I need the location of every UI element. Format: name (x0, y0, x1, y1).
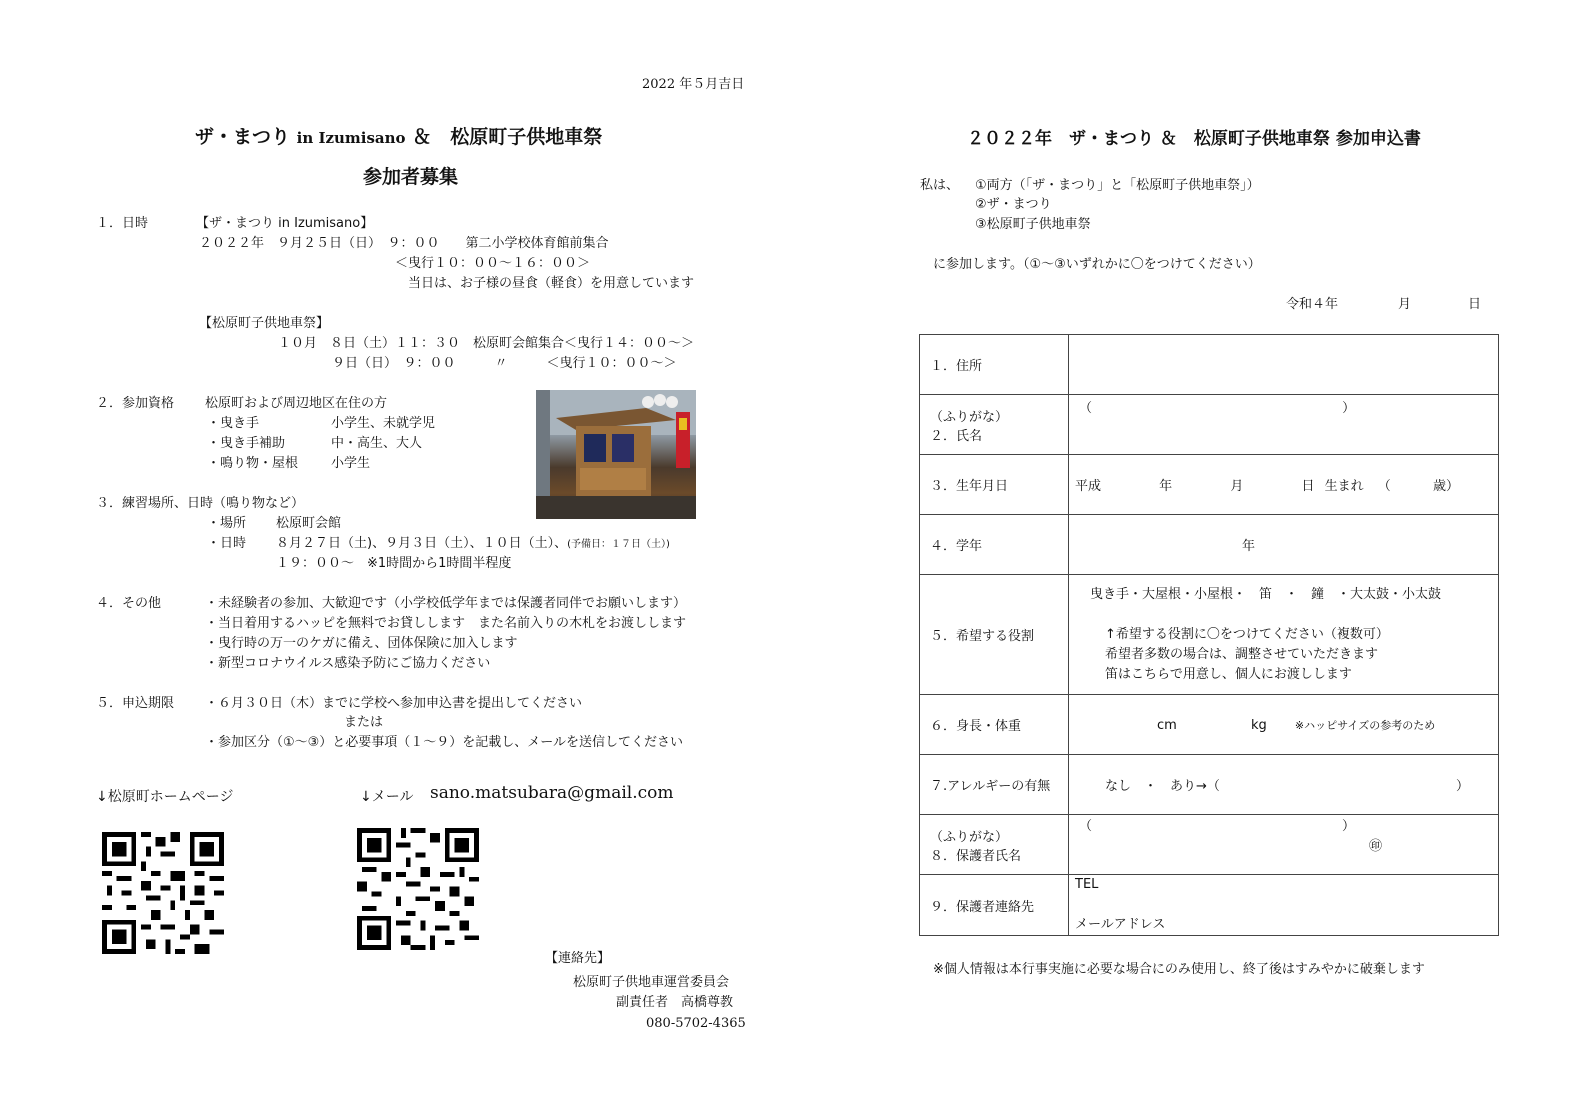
s1-line3: 当日は、お子様の昼食（軽食）を用意しています (408, 276, 695, 291)
s5-line3: ・参加区分（①～③）と必要事項（１～９）を記載し、メールを送信してください (205, 735, 684, 750)
s5-line1: ・６月３０日（木）までに学校へ参加申込書を提出してください (205, 696, 583, 711)
form-row-name (920, 395, 1499, 455)
cm-unit: cm (1157, 717, 1177, 733)
allergy-label: ７.アレルギーの有無 (920, 755, 1069, 815)
option-1[interactable]: ①両方（「ザ・まつり」と「松原町子供地車祭」） (975, 178, 1260, 193)
role-note3: 笛はこちらで用意し、個人にお渡しします (1105, 666, 1352, 682)
homepage-label: ↓松原町ホームページ (96, 789, 234, 805)
date-day: 日 (1468, 297, 1482, 312)
s2-role1: ・曳き手 (207, 416, 260, 431)
era-heisei: 平成 (1075, 479, 1102, 494)
s2-line1: 松原町および周辺地区在住の方 (205, 396, 388, 411)
tel-label: TEL (1075, 877, 1099, 892)
s1-line1: ２０２２年 ９月２５日（日） ９：００ 第二小学校体育館前集合 (199, 236, 609, 251)
mail-address[interactable]: sano.matsubara@gmail.com (430, 783, 674, 803)
allergy-options[interactable]: なし ・ あり→（ (1105, 779, 1220, 794)
option-3[interactable]: ③松原町子供地車祭 (975, 217, 1091, 232)
title-part-a: ザ・まつり (195, 126, 291, 148)
role-note1: ↑希望する役割に〇をつけてください（複数可） (1105, 626, 1389, 642)
date-month: 月 (1398, 297, 1412, 312)
role-note2: 希望者多数の場合は、調整させていただきます (1105, 646, 1379, 662)
guardian-field[interactable] (1069, 815, 1499, 875)
size-label: ６．身長・体重 (920, 695, 1069, 755)
s3-time: １９：００～ ※1時間から1時間半程度 (276, 556, 512, 571)
s2-role3: ・鳴り物・屋根 (207, 456, 299, 471)
name-field[interactable] (1069, 395, 1499, 455)
size-field[interactable] (1069, 695, 1499, 755)
contact-heading: 【連絡先】 (545, 951, 611, 966)
s4-item: ・新型コロナウイルス感染予防にご協力ください (205, 656, 491, 671)
s4-item: ・未経験者の参加、大歓迎です（小学校低学年までは保護者同伴でお願いします） (205, 596, 687, 611)
birthdate-label: ３．生年月日 (920, 455, 1069, 515)
qr-icon (102, 832, 224, 954)
qr-icon (357, 828, 479, 950)
role-options[interactable]: 曳き手・大屋根・小屋根・ 笛 ・ 鐘 ・大太鼓・小太鼓 (1090, 586, 1442, 602)
address-label: １．住所 (920, 335, 1069, 395)
danjiri-photo (536, 390, 696, 519)
guardian-name-label: ８．保護者氏名 (930, 848, 1022, 864)
guardian-contact-field[interactable] (1069, 875, 1499, 936)
s2-role2-who: 中・高生、大人 (331, 436, 423, 451)
day-unit: 日 (1301, 479, 1315, 494)
mail-label: ↓メール (360, 789, 414, 805)
s1-line2: ＜曳行１０：００～１６：００＞ (395, 256, 591, 271)
privacy-note: ※個人情報は本行事実施に必要な場合にのみ使用し、終了後はすみやかに破棄します (933, 962, 1425, 977)
s2-role1-who: 小学生、未就学児 (331, 416, 436, 431)
title-part-c: ＆ 松原町子供地車祭 (412, 126, 603, 148)
s5-label: ５．申込期限 (96, 696, 175, 711)
guardian-label (920, 815, 1069, 875)
s3-dates-reserve: (予備日：１７日（土）) (567, 539, 670, 550)
grade-field[interactable] (1069, 515, 1499, 575)
year-unit: 年 (1159, 479, 1173, 494)
grade-unit: 年 (1242, 539, 1256, 554)
mail-qr-code[interactable] (357, 828, 479, 950)
furigana-label: （ふりがな） (930, 409, 1009, 425)
name-label-text: ２．氏名 (930, 428, 983, 444)
role-label: ５．希望する役割 (920, 575, 1069, 695)
option-2[interactable]: ②ザ・まつり (975, 197, 1052, 212)
grade-label: ４．学年 (920, 515, 1069, 575)
age-unit: 歳） (1432, 479, 1459, 494)
form-row-allergy (920, 755, 1499, 815)
flyer-title (195, 122, 602, 149)
s1-heading2: 【松原町子供地車祭】 (199, 316, 330, 331)
age-open: （ (1377, 479, 1391, 494)
s4-label: ４．その他 (96, 596, 162, 611)
s3-label: ３．練習場所、日時（鳴り物など） (96, 496, 305, 511)
role-field[interactable] (1069, 575, 1499, 695)
issue-date: 2022 年５月吉日 (642, 77, 745, 92)
born-text: 生まれ (1324, 479, 1364, 494)
form-row-role (920, 575, 1499, 695)
form-row-birthdate (920, 455, 1499, 515)
danjiri-float-illustration (536, 390, 696, 519)
paren-open: （ (1079, 401, 1093, 416)
form-title: ２０２２年 ザ・まつり ＆ 松原町子供地車祭 参加申込書 (967, 129, 1421, 149)
form-row-size (920, 695, 1499, 755)
homepage-qr-code[interactable] (102, 832, 224, 954)
title-part-b: in Izumisano (296, 129, 406, 147)
s1-line4: １０月 ８日（土）１１：３０ 松原町会館集合＜曳行１４：００～＞ (278, 336, 695, 351)
kg-unit: kg (1250, 717, 1267, 733)
form-row-contact (920, 875, 1499, 936)
allergy-field[interactable] (1069, 755, 1499, 815)
email-label: メールアドレス (1075, 917, 1166, 932)
guardian-contact-label: ９．保護者連絡先 (920, 875, 1069, 936)
form-row-address (920, 335, 1499, 395)
month-unit: 月 (1230, 479, 1244, 494)
s4-item: ・曳行時の万一のケガに備え、団体保険に加入します (205, 636, 518, 651)
size-note: ※ハッピサイズの参考のため (1294, 718, 1436, 732)
name-label (920, 395, 1069, 455)
application-form-table (919, 334, 1499, 936)
s2-role2: ・曳き手補助 (207, 436, 286, 451)
form-row-grade (920, 515, 1499, 575)
contact-tel: 080-5702-4365 (646, 1016, 746, 1031)
guardian-paren-close: ） (1342, 819, 1356, 834)
guardian-furigana: （ふりがな） (930, 829, 1009, 845)
paren-close: ） (1342, 401, 1356, 416)
guardian-paren-open: （ (1079, 819, 1093, 834)
address-field[interactable] (1069, 335, 1499, 395)
s2-role3-who: 小学生 (331, 456, 371, 471)
i-am-label: 私は、 (920, 178, 960, 193)
s4-item: ・当日着用するハッピを無料でお貸しします また名前入りの木札をお渡しします (205, 616, 687, 631)
s3-dates (276, 534, 670, 555)
birthdate-field[interactable] (1069, 455, 1499, 515)
date-era: 令和４年 (1286, 297, 1339, 312)
s1-heading1: 【ザ・まつり in Izumisano】 (196, 216, 374, 231)
form-row-guardian (920, 815, 1499, 875)
s1-label: １．日時 (96, 216, 149, 231)
contact-org: 松原町子供地車運営委員会 (573, 975, 730, 990)
s5-line2: または (344, 715, 384, 730)
s3-place: 松原町会館 (276, 516, 342, 531)
s1-line5: ９日（日） ９：００ 〃 ＜曳行１０：００～＞ (332, 356, 677, 371)
flyer-subtitle: 参加者募集 (363, 166, 459, 188)
allergy-close: ） (1456, 779, 1470, 794)
s3-dates-main: ８月２７日（土)、９月３日（土）、１０日（土）、 (276, 536, 568, 551)
s3-place-label: ・場所 (207, 516, 247, 531)
contact-person: 副責任者 高橋尊教 (616, 995, 734, 1010)
s2-label: ２．参加資格 (96, 396, 175, 411)
join-instruction: に参加します。（①～③いずれかに〇をつけてください） (933, 257, 1261, 272)
s3-date-label: ・日時 (207, 536, 247, 551)
seal-mark: ㊞ (1369, 839, 1383, 854)
